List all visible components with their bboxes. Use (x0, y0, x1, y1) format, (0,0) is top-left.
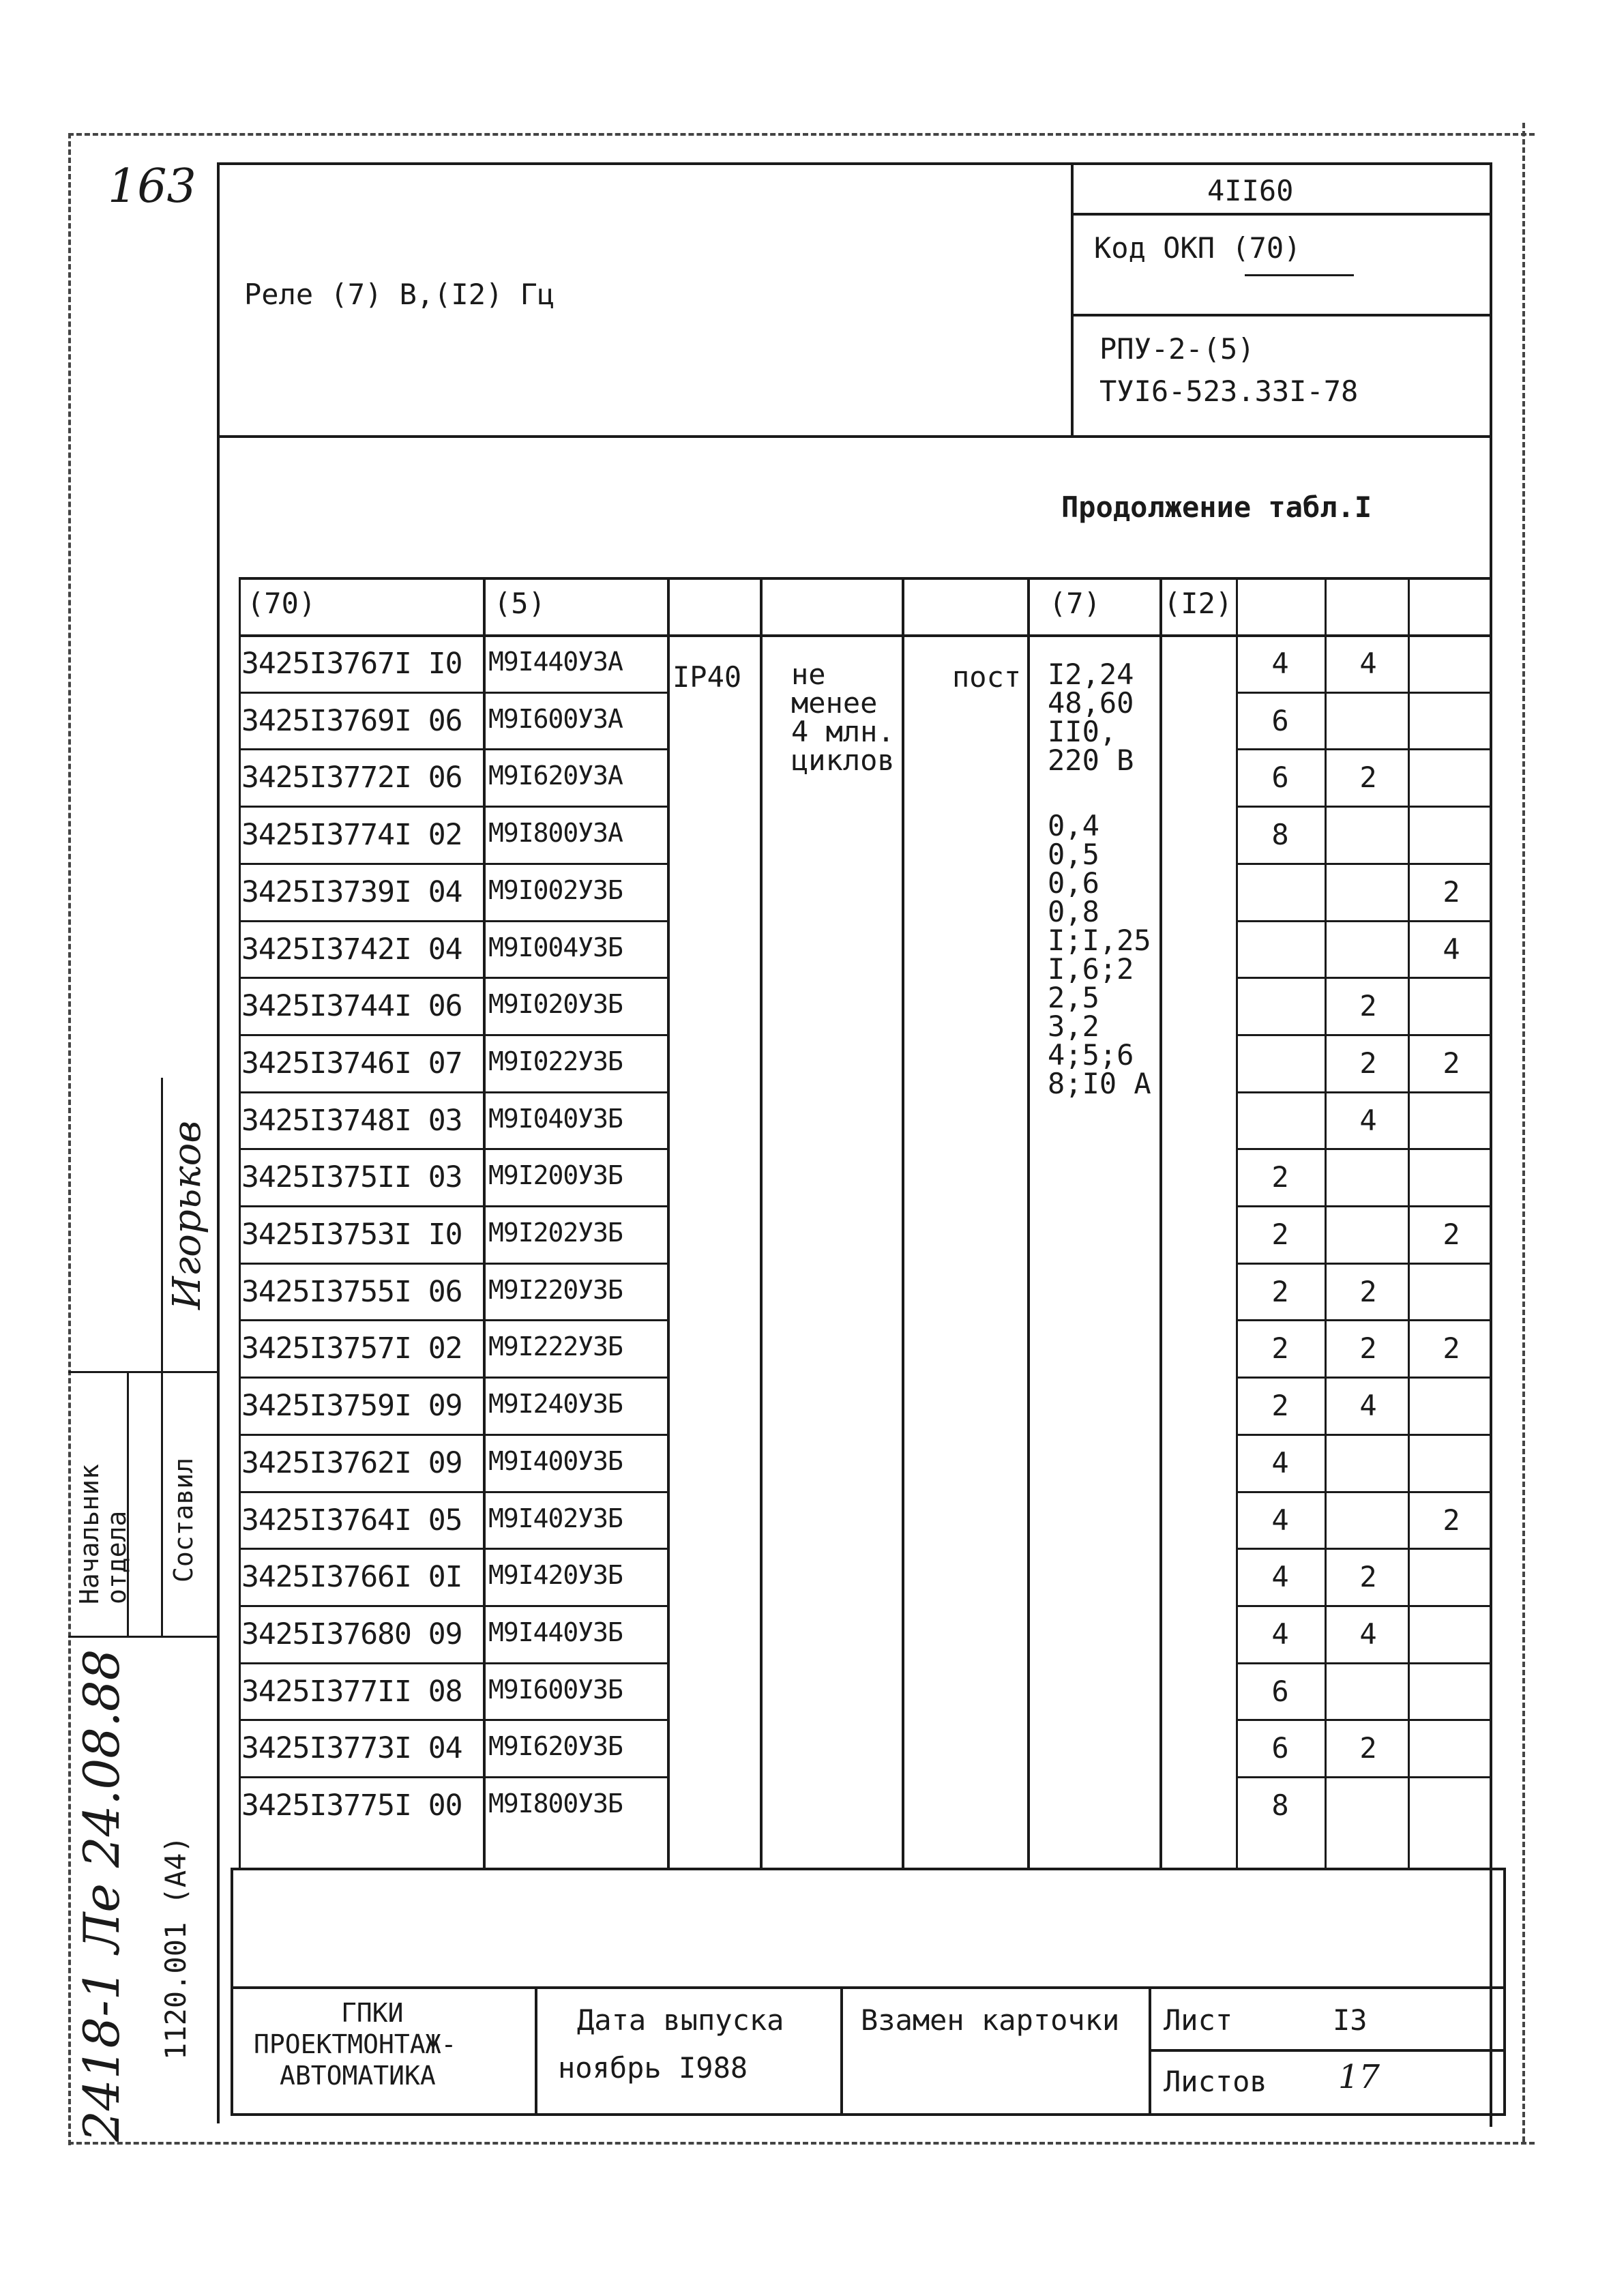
row-c1: 2 (1271, 1160, 1289, 1194)
col-line-a (239, 577, 241, 1868)
row-line (239, 1091, 668, 1093)
row-model: М9I240УЗБ (488, 1389, 623, 1419)
row-model: М9I202УЗБ (488, 1218, 623, 1248)
row-line (1236, 1605, 1492, 1607)
row-line (239, 1034, 668, 1036)
row-c3: 2 (1443, 1218, 1460, 1251)
page-number: 163 (108, 160, 196, 214)
row-line (1236, 1434, 1492, 1436)
row-c2: 2 (1359, 761, 1377, 795)
row-c1: 2 (1271, 1389, 1289, 1423)
row-line (239, 1776, 668, 1778)
row-code: 3425I3746I 07 (241, 1046, 462, 1080)
current-line: 0,6 (1048, 866, 1099, 900)
row-model: М9I440УЗА (488, 647, 623, 677)
row-model: М9I620УЗБ (488, 1731, 623, 1762)
row-c3: 4 (1443, 932, 1460, 966)
header-bottom-line (217, 435, 1492, 438)
row-line (239, 748, 668, 750)
footer-org-2: ПРОЕКТМОНТАЖ- (254, 2029, 457, 2059)
col-line-c (667, 577, 670, 1868)
col-header-5: (5) (494, 587, 546, 620)
footer-sheets-value: 17 (1338, 2058, 1380, 2096)
row-c2: 4 (1359, 1617, 1377, 1651)
row-code: 3425I3753I I0 (241, 1218, 462, 1252)
row-line (239, 1605, 668, 1607)
current-line: 4;5;6 (1048, 1038, 1134, 1072)
header-okp-code: Код ОКП (70) (1094, 231, 1301, 265)
current-line: 3,2 (1048, 1010, 1099, 1043)
row-line (239, 1548, 668, 1550)
header-divider (1071, 162, 1074, 438)
row-model: М9I022УЗБ (488, 1046, 623, 1076)
row-c2: 2 (1359, 1274, 1377, 1308)
row-line (1236, 1091, 1492, 1093)
row-line (239, 692, 668, 694)
current-line: 2,5 (1048, 981, 1099, 1014)
footer-org-3: АВТОМАТИКА (280, 2061, 436, 2091)
header-type: РПУ-2-(5) (1099, 332, 1255, 366)
header-left-line (217, 162, 220, 2123)
row-line (239, 1662, 668, 1664)
footer-org-1: ГПКИ (341, 1998, 404, 2028)
side-head-label: Начальник отдела (74, 1464, 132, 1604)
row-c1: 4 (1271, 647, 1289, 680)
row-line (1236, 1148, 1492, 1150)
row-model: М9I002УЗБ (488, 874, 623, 905)
voltage-line-2: 48,60 (1048, 686, 1134, 720)
row-model: М9I600УЗА (488, 703, 623, 734)
footer-replace-label: Взамен карточки (861, 2003, 1120, 2037)
outer-border-left (68, 133, 71, 2145)
row-code: 3425I3764I 05 (241, 1503, 462, 1537)
row-line (239, 863, 668, 865)
row-line (239, 1719, 668, 1721)
row-line (1236, 977, 1492, 979)
row-model: М9I020УЗБ (488, 989, 623, 1020)
current-line: 0,4 (1048, 809, 1099, 842)
row-line (1236, 1263, 1492, 1265)
row-line (1236, 1776, 1492, 1778)
okp-underline (1245, 274, 1354, 276)
row-line (1236, 1034, 1492, 1036)
row-line (1236, 863, 1492, 865)
row-model: М9I220УЗБ (488, 1274, 623, 1305)
row-model: М9I800УЗБ (488, 1789, 623, 1819)
row-c2: 2 (1359, 989, 1377, 1023)
current-line: I,6;2 (1048, 952, 1134, 986)
row-code: 3425I3773I 04 (241, 1731, 462, 1766)
header-line-okp (1071, 314, 1492, 317)
row-line (239, 1319, 668, 1321)
row-code: 3425I3755I 06 (241, 1274, 462, 1309)
row-code: 3425I3766I 0I (241, 1560, 462, 1595)
row-model: М9I402УЗБ (488, 1503, 623, 1533)
row-c1: 4 (1271, 1560, 1289, 1594)
row-line (239, 977, 668, 979)
row-line (239, 1377, 668, 1379)
footer-top-line (231, 1986, 1506, 1989)
table-header-line (239, 634, 1492, 637)
col-header-70: (70) (247, 587, 316, 620)
footer-sheets-label: Листов (1164, 2065, 1267, 2098)
row-c1: 8 (1271, 818, 1289, 852)
header-title: Реле (7) В,(I2) Гц (244, 278, 555, 311)
footer-div-2 (840, 1986, 843, 2115)
row-line (239, 920, 668, 922)
current-line: 8;I0 А (1048, 1067, 1151, 1100)
row-c2: 2 (1359, 1331, 1377, 1366)
outer-border-right (1522, 123, 1525, 2142)
header-line-code (1071, 213, 1492, 216)
footer-left-line (231, 1868, 233, 2116)
row-model: М9I440УЗБ (488, 1617, 623, 1647)
col-line-d (760, 577, 763, 1868)
row-line (1236, 806, 1492, 808)
current-type: пост (952, 660, 1022, 694)
col-header-12: (I2) (1164, 587, 1233, 620)
footer-div-1 (535, 1986, 537, 2115)
outer-border-top (68, 133, 1535, 136)
voltage-line-4: 220 В (1048, 744, 1134, 777)
row-c1: 6 (1271, 1674, 1289, 1708)
row-code: 3425I3739I 04 (241, 874, 462, 909)
row-line (239, 1148, 668, 1150)
row-model: М9I200УЗБ (488, 1160, 623, 1191)
current-line: 0,8 (1048, 895, 1099, 928)
row-code: 3425I3748I 03 (241, 1103, 462, 1138)
row-code: 3425I3742I 04 (241, 932, 462, 967)
row-c1: 2 (1271, 1218, 1289, 1251)
row-c2: 4 (1359, 647, 1377, 680)
footer-bottom-line (231, 2113, 1506, 2116)
row-c1: 2 (1271, 1331, 1289, 1366)
header-spec: ТУI6-523.33I-78 (1099, 374, 1359, 408)
row-c3: 2 (1443, 1503, 1460, 1537)
margin-line-right (161, 1078, 163, 1637)
col-header-7: (7) (1049, 587, 1101, 620)
row-line (1236, 1548, 1492, 1550)
row-c1: 6 (1271, 703, 1289, 737)
row-code: 3425I3767I I0 (241, 647, 462, 681)
row-c3: 2 (1443, 1331, 1460, 1366)
row-code: 3425I3759I 09 (241, 1389, 462, 1424)
row-line (239, 1434, 668, 1436)
footer-date-value: ноябрь I988 (558, 2051, 748, 2085)
header-top-line (217, 162, 1492, 165)
row-c1: 4 (1271, 1445, 1289, 1480)
row-code: 3425I3772I 06 (241, 761, 462, 795)
row-line (1236, 920, 1492, 922)
row-c3: 2 (1443, 1046, 1460, 1080)
voltage-line-3: II0, (1048, 715, 1117, 748)
row-c1: 2 (1271, 1274, 1289, 1308)
row-line (1236, 1377, 1492, 1379)
life-line-4: циклов (791, 744, 895, 777)
footer-sheet-label: Лист (1164, 2003, 1233, 2037)
side-stamp: 2418-1 Ле 24.08.88 (73, 1649, 130, 2142)
footer-sheet-line (1149, 2049, 1506, 2052)
row-model: М9I600УЗБ (488, 1674, 623, 1705)
continuation-label: Продолжение табл.I (1061, 490, 1372, 524)
life-line-3: 4 млн. (791, 715, 895, 748)
row-model: М9I004УЗБ (488, 932, 623, 962)
row-line (1236, 1719, 1492, 1721)
row-line (239, 1491, 668, 1493)
row-c2: 2 (1359, 1560, 1377, 1594)
row-model: М9I420УЗБ (488, 1560, 623, 1591)
row-c1: 6 (1271, 761, 1289, 795)
footer-date-label: Дата выпуска (577, 2003, 784, 2037)
col-line-f (1027, 577, 1030, 1868)
margin-line-top (68, 1371, 217, 1373)
row-code: 3425I3757I 02 (241, 1331, 462, 1366)
row-c3: 2 (1443, 874, 1460, 909)
current-line: 0,5 (1048, 838, 1099, 871)
row-model: М9I222УЗБ (488, 1331, 623, 1362)
life-line-2: менее (791, 686, 878, 720)
footer-right-line (1503, 1868, 1506, 2116)
footer-div-3 (1149, 1986, 1151, 2115)
side-author-signature: Игорьков (165, 1121, 209, 1310)
header-code-number: 4II60 (1207, 174, 1294, 207)
side-format: 1120.001 (А4) (159, 1836, 192, 2060)
row-model: М9I800УЗА (488, 818, 623, 849)
row-line (1236, 748, 1492, 750)
row-c1: 8 (1271, 1789, 1289, 1822)
row-c1: 4 (1271, 1503, 1289, 1537)
row-code: 3425I3769I 06 (241, 703, 462, 738)
row-line (1236, 1205, 1492, 1207)
row-line (1236, 1319, 1492, 1321)
col-line-b (483, 577, 486, 1868)
row-c2: 4 (1359, 1389, 1377, 1423)
voltage-line-1: I2,24 (1048, 658, 1134, 691)
col-line-e (902, 577, 904, 1868)
margin-line-bottom (68, 1636, 217, 1638)
row-code: 3425I37680 09 (241, 1617, 462, 1651)
outer-border-bottom (68, 2142, 1535, 2145)
row-code: 3425I377II 08 (241, 1674, 462, 1709)
row-code: 3425I3762I 09 (241, 1445, 462, 1480)
row-code: 3425I375II 03 (241, 1160, 462, 1195)
row-c1: 6 (1271, 1731, 1289, 1765)
row-code: 3425I3774I 02 (241, 818, 462, 853)
table-top-line (239, 577, 1492, 580)
row-model: М9I400УЗБ (488, 1445, 623, 1476)
row-code: 3425I3775I 00 (241, 1789, 462, 1823)
row-c2: 2 (1359, 1046, 1377, 1080)
row-c2: 2 (1359, 1731, 1377, 1765)
row-line (1236, 692, 1492, 694)
col-line-g (1159, 577, 1162, 1868)
row-line (1236, 1491, 1492, 1493)
current-line: I;I,25 (1048, 924, 1151, 957)
footer-sheet-value: I3 (1333, 2003, 1368, 2037)
row-model: М9I040УЗБ (488, 1103, 623, 1134)
side-author-label: Составил (168, 1457, 198, 1583)
header-right-line (1490, 162, 1492, 2127)
protection-value: IP40 (673, 660, 742, 694)
row-c1: 4 (1271, 1617, 1289, 1651)
life-line-1: не (791, 658, 826, 691)
table-bottom-line (231, 1868, 1506, 1870)
row-code: 3425I3744I 06 (241, 989, 462, 1024)
row-line (239, 1263, 668, 1265)
row-c2: 4 (1359, 1103, 1377, 1137)
row-model: М9I620УЗА (488, 761, 623, 791)
row-line (1236, 1662, 1492, 1664)
row-line (239, 806, 668, 808)
row-line (239, 1205, 668, 1207)
